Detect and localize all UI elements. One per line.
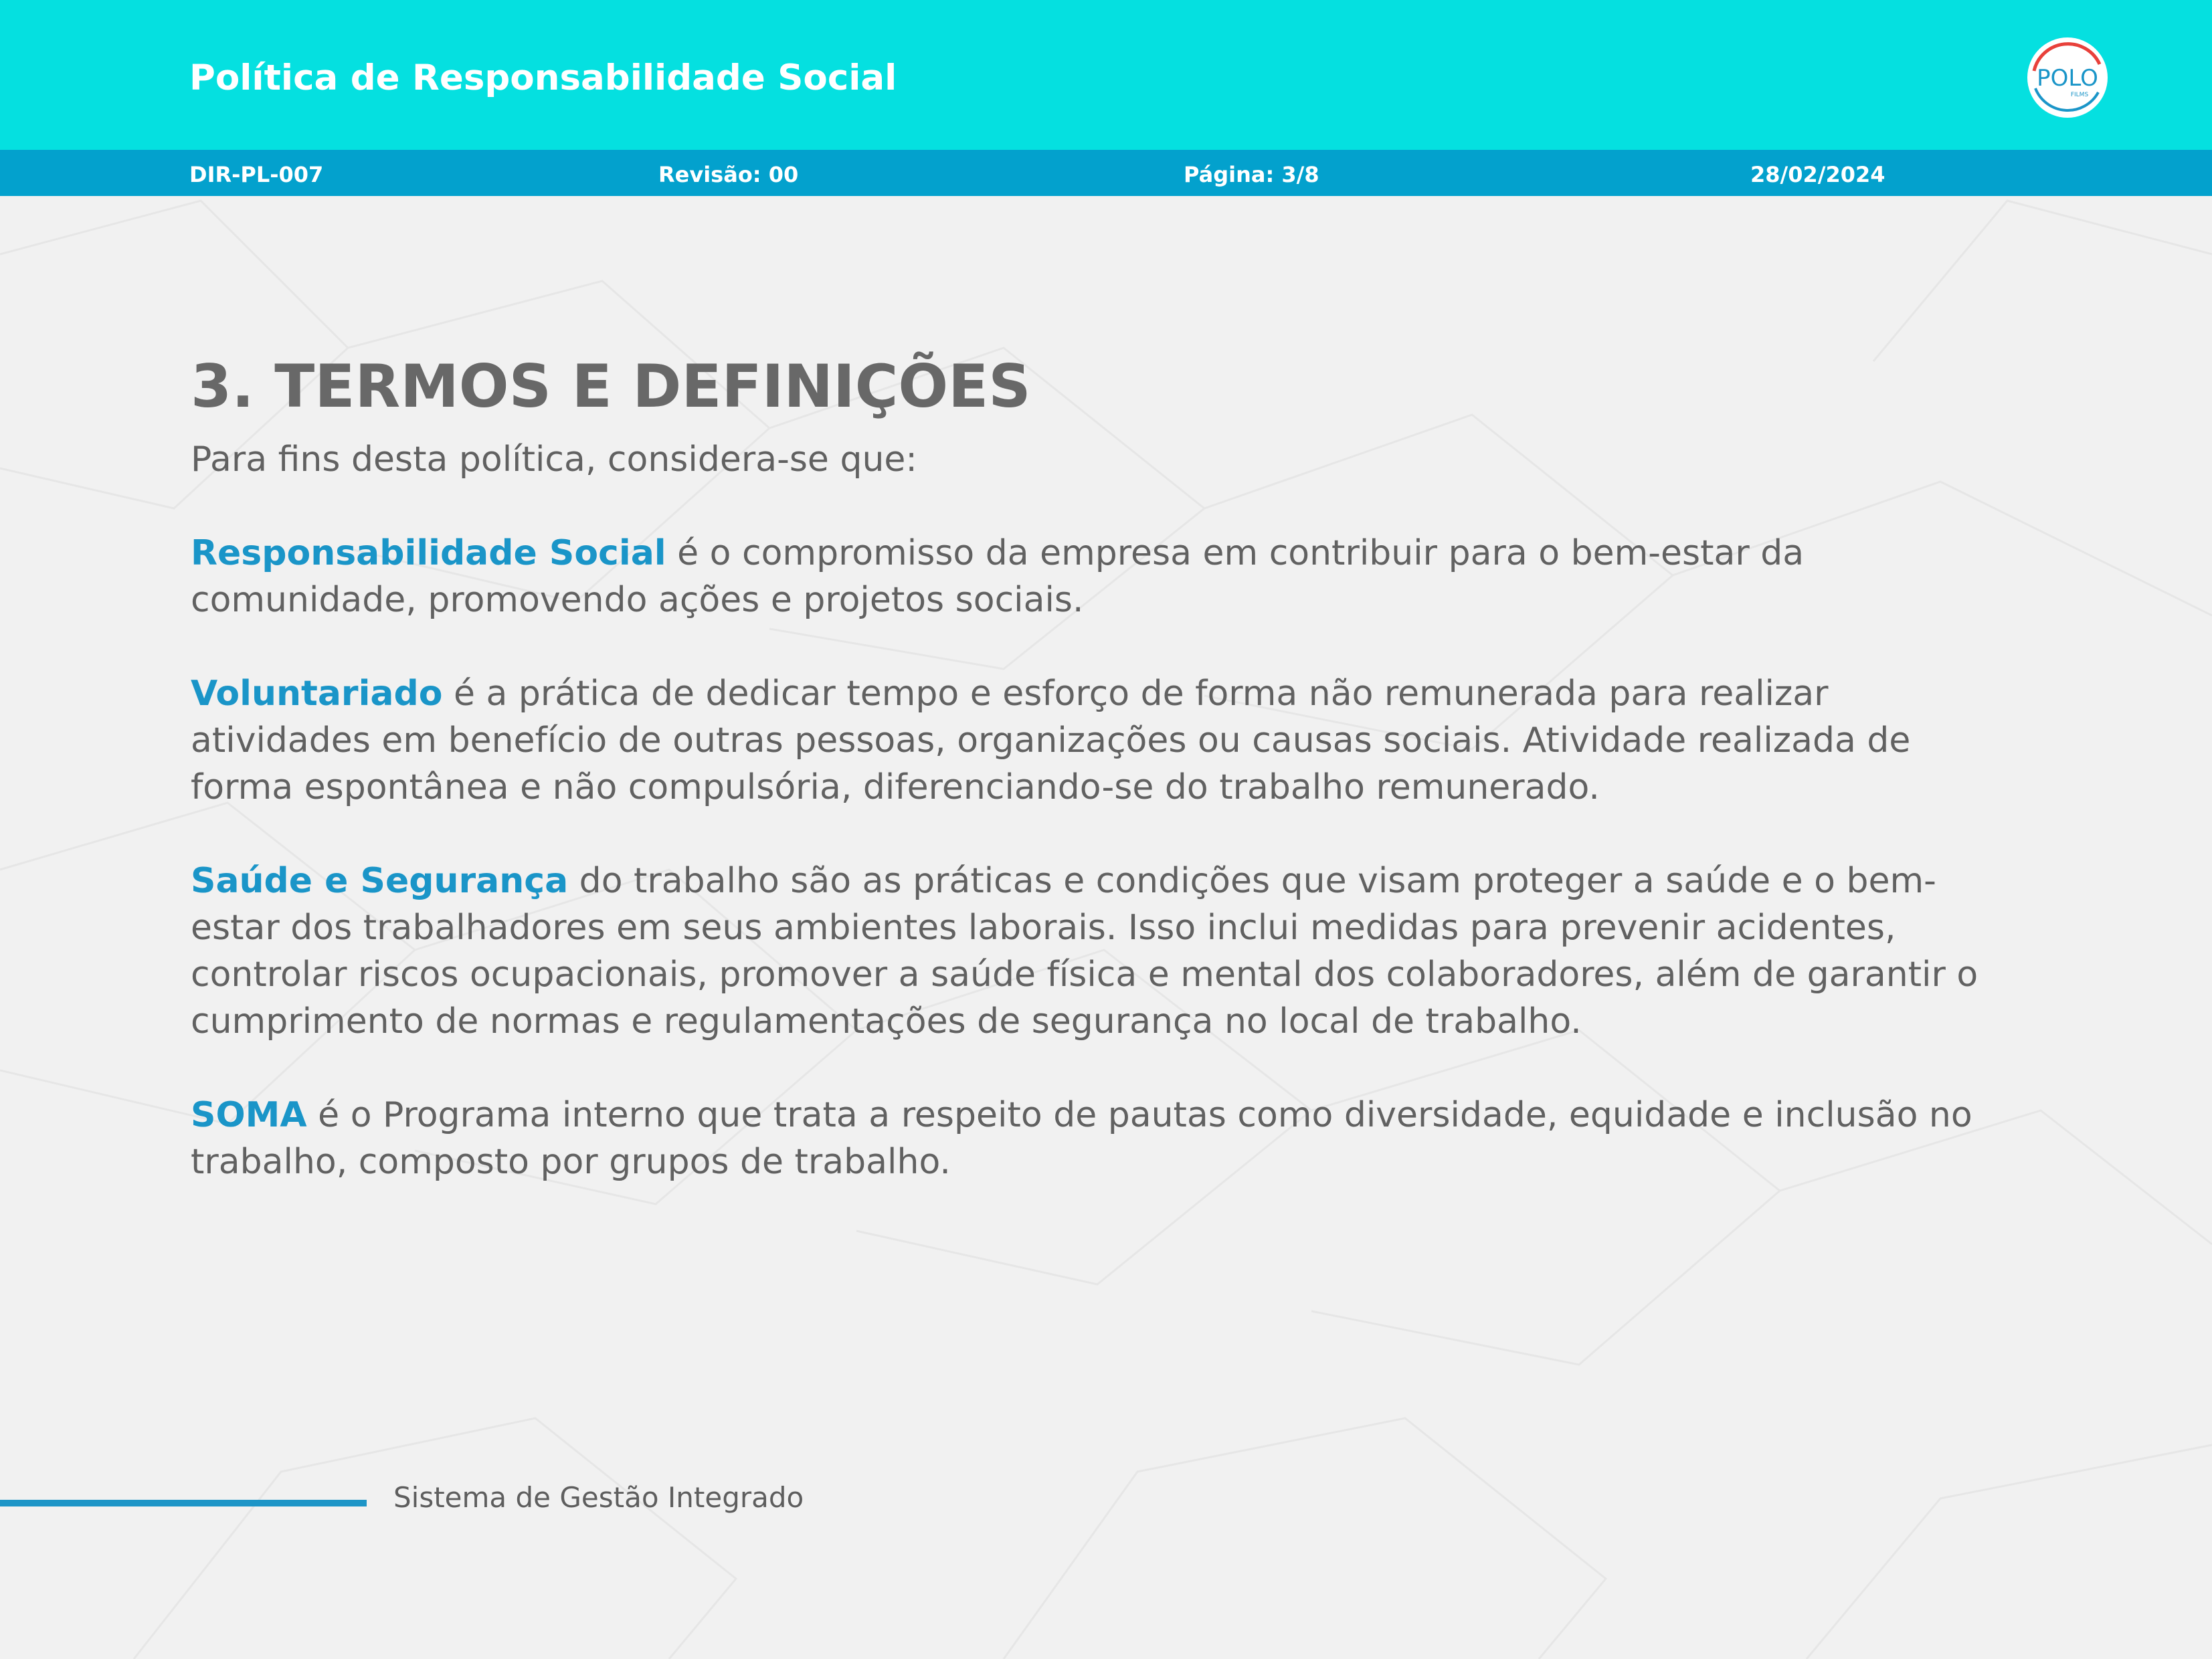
definition-voluntariado [191,670,1997,811]
logo-subtext: FILMS [2070,92,2089,98]
definition-soma [191,1092,1997,1185]
footer-system-name: Sistema de Gestão Integrado [393,1481,804,1514]
definition-term: Responsabilidade Social [191,533,666,573]
definition-text: é o compromisso da empresa em contribuir para o bem-estar da comunidade, promovendo ações e projetos sociais. [191,533,1805,620]
revision-number: Revisão: 00 [658,162,799,187]
definition-text: do trabalho são as práticas e condições que visam proteger a saúde e o bem-estar dos trabalhadores em seus ambientes laborais. Isso inclui medidas para prevenir acidentes, controlar riscos ocupacionais, promover a saúde física e mental dos colaboradores, além de garantir o cumprimento de normas e regulamentações de segurança no local de trabalho. [191,861,1978,1042]
definition-responsabilidade-social [191,530,1997,623]
section-intro: Para fins desta política, considera-se que: [191,440,917,480]
document-date: 28/02/2024 [1750,162,1885,187]
polo-films-logo [2025,35,2110,120]
document-title: Política de Responsabilidade Social [189,58,897,98]
definition-text: é o Programa interno que trata a respeito de pautas como diversidade, equidade e inclusão no trabalho, composto por grupos de trabalho. [191,1095,1972,1182]
page-number: Página: 3/8 [1184,162,1319,187]
definition-saude-seguranca [191,858,1997,1045]
footer-accent-line [0,1500,367,1506]
definition-term: Saúde e Segurança [191,861,569,901]
main-content [191,348,1997,1185]
section-title: 3. TERMOS E DEFINIÇÕES [191,352,1031,421]
document-code: DIR-PL-007 [189,162,324,187]
definition-term: SOMA [191,1095,307,1135]
definition-term: Voluntariado [191,674,443,714]
definition-text: é a prática de dedicar tempo e esforço de forma não remunerada para realizar atividades em benefício de outras pessoas, organizações ou causas sociais. Atividade realizada de forma espontânea e não compulsória, diferenciando-se do trabalho remunerado. [191,674,1911,807]
logo-text: POLO [2037,65,2098,92]
